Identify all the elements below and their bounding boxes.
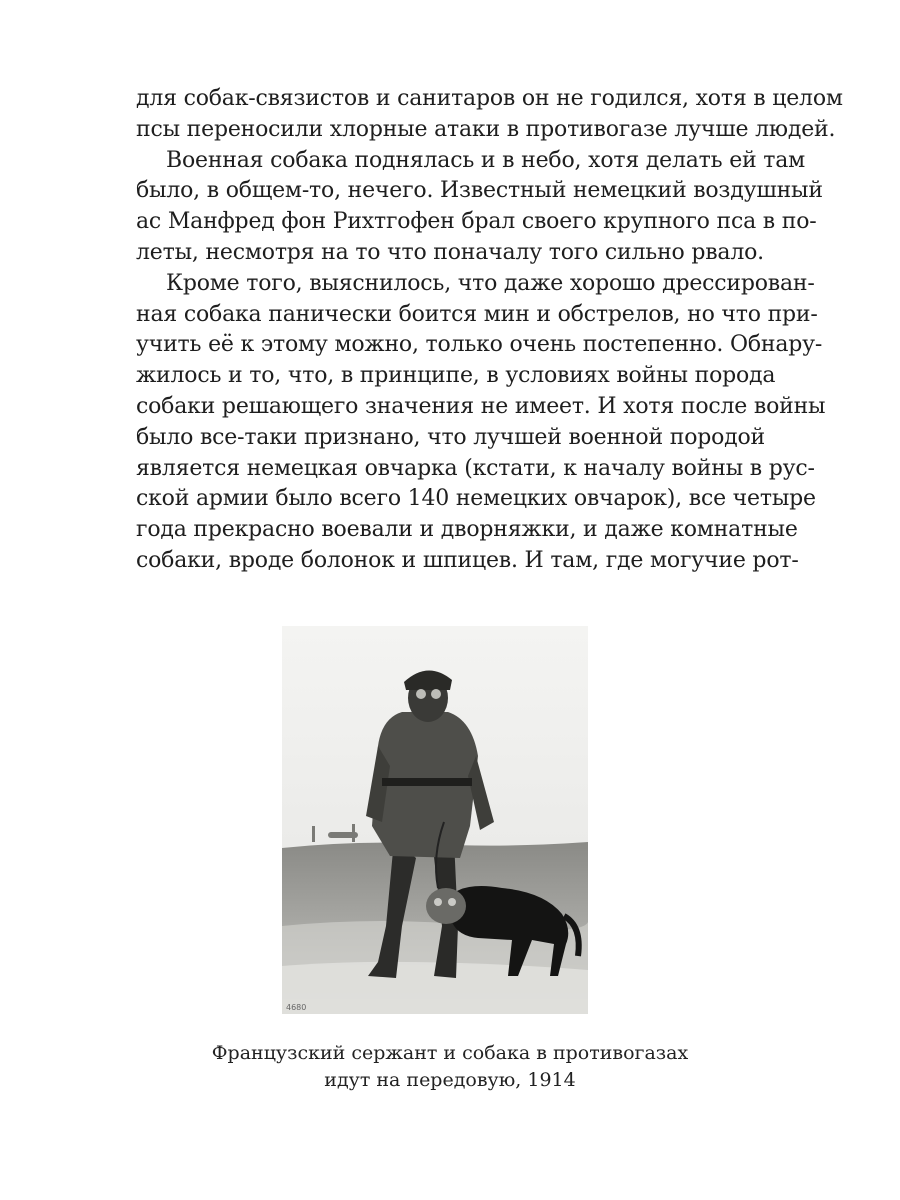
- text-line-9: учить её к этому можно, только очень постепенно. Обнару-: [136, 332, 823, 358]
- text-line-11: собаки решающего значения не имеет. И хотя после войны: [136, 393, 826, 419]
- text-line-13: является немецкая овчарка (кстати, к началу войны в рус-: [136, 455, 815, 481]
- text-line-1: для собак-связистов и санитаров он не годился, хотя в целом: [136, 86, 843, 111]
- caption-line-1: Французский сержант и собака в противогазах: [211, 1042, 689, 1064]
- historical-photo: [282, 626, 588, 1014]
- photo-corner-mark: 4680: [286, 1003, 307, 1012]
- photo-caption: [150, 1040, 750, 1094]
- photo-figure: [282, 626, 588, 1014]
- caption-line-2: идут на передовую, 1914: [324, 1069, 576, 1091]
- text-line-10: жилось и то, что, в принципе, в условиях войны порода: [136, 363, 776, 389]
- text-line-15: года прекрасно воевали и дворняжки, и даже комнатные: [136, 517, 798, 543]
- text-line-4: было, в общем-то, нечего. Известный немецкий воздушный: [136, 178, 823, 204]
- text-line-6: леты, несмотря на то что поначалу того сильно рвало.: [136, 239, 764, 265]
- text-line-7: Кроме того, выяснилось, что даже хорошо дрессирован-: [166, 270, 815, 296]
- body-text: [136, 84, 843, 577]
- text-line-8: ная собака панически боится мин и обстрелов, но что при-: [136, 301, 818, 327]
- text-line-5: ас Манфред фон Рихтгофен брал своего крупного пса в по-: [136, 209, 817, 235]
- text-line-14: ской армии было всего 140 немецких овчарок), все четыре: [136, 486, 816, 512]
- text-line-3: Военная собака поднялась и в небо, хотя делать ей там: [166, 147, 806, 173]
- text-line-16: собаки, вроде болонок и шпицев. И там, где могучие рот-: [136, 547, 799, 573]
- text-line-12: было все-таки признано, что лучшей военной породой: [136, 424, 766, 450]
- text-line-2: псы переносили хлорные атаки в противогазе лучше людей.: [136, 116, 836, 142]
